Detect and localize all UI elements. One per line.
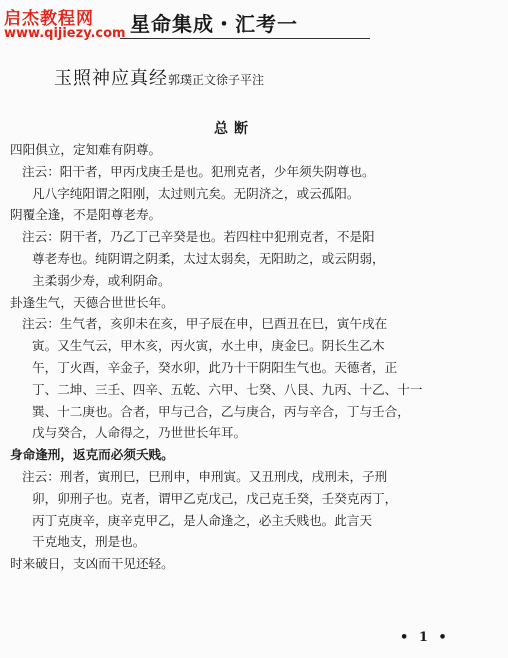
text-line: 主柔弱少寿，或利阴命。 (32, 272, 171, 288)
watermark-site-name: 启杰教程网 (4, 9, 94, 29)
text-line: 巽、十二庚也。合者，甲与己合，乙与庚合，丙与辛合，丁与壬合， (32, 403, 410, 419)
body-text (10, 139, 500, 575)
watermark-url: www.qijiezy.com (4, 26, 126, 41)
text-line: 身命逢刑，返克而必须夭贱。 (10, 447, 174, 463)
running-header: 星命集成・汇考一 (130, 12, 298, 36)
text-line: 午，丁火酉，辛金子，癸水卯，此乃十干阴阳生气也。天德者，正 (32, 359, 398, 375)
page-number: • 1 • (400, 630, 450, 645)
text-line: 干克地支，刑是也。 (32, 534, 146, 550)
section-heading: 总断 (214, 121, 254, 137)
text-line: 时来破日，支凶而干见还轻。 (10, 556, 174, 572)
text-line: 四阳俱立，定知难有阴尊。 (10, 142, 162, 157)
chapter-title-attribution: 郭璞正文徐子平注 (168, 73, 265, 87)
text-line: 丙丁克庚辛，庚辛克甲乙，是人命逢之，必主夭贱也。此言天 (32, 512, 373, 528)
chapter-title-main: 玉照神应真经 (54, 68, 168, 89)
header-rule (120, 38, 370, 39)
text-line: 凡八字纯阳谓之阳刚，太过则亢矣。无阴济之，或云孤阳。 (32, 185, 360, 201)
text-line: 丁、二坤、三壬、四辛、五乾、六甲、七癸、八艮、九丙、十乙、十一 (32, 381, 423, 397)
text-line: 注云：刑者，寅刑巳，巳刑申，申刑寅。又丑刑戌，戌刑未，子刑 (22, 468, 388, 484)
text-line: 阴覆全逢，不是阳尊老寿。 (10, 207, 162, 223)
text-line: 寅。又生气云，甲木亥，丙火寅，水土申，庚金巳。阴长生乙木 (32, 338, 385, 354)
text-line: 戊与癸合，人命得之，乃世世长年耳。 (32, 425, 247, 441)
text-line: 注云：阴干者，乃乙丁己辛癸是也。若四柱中犯刑克者，不是阳 (22, 229, 375, 245)
chapter-title (54, 64, 264, 90)
text-line: 注云：生气者，亥卯未在亥，甲子辰在申，巳酉丑在巳，寅午戌在 (22, 316, 388, 332)
text-line: 卯，卯刑子也。克者，谓甲乙克戊己，戊己克壬癸，壬癸克丙丁， (32, 490, 398, 506)
text-line: 注云：阳干者，甲丙戊庚壬是也。犯刑克者，少年须失阴尊也。 (22, 163, 375, 179)
text-line: 尊老寿也。纯阴谓之阴柔，太过太弱矣，无阳助之，或云阴弱， (32, 250, 385, 266)
text-line: 卦逢生气，天德合世世长年。 (10, 294, 174, 310)
